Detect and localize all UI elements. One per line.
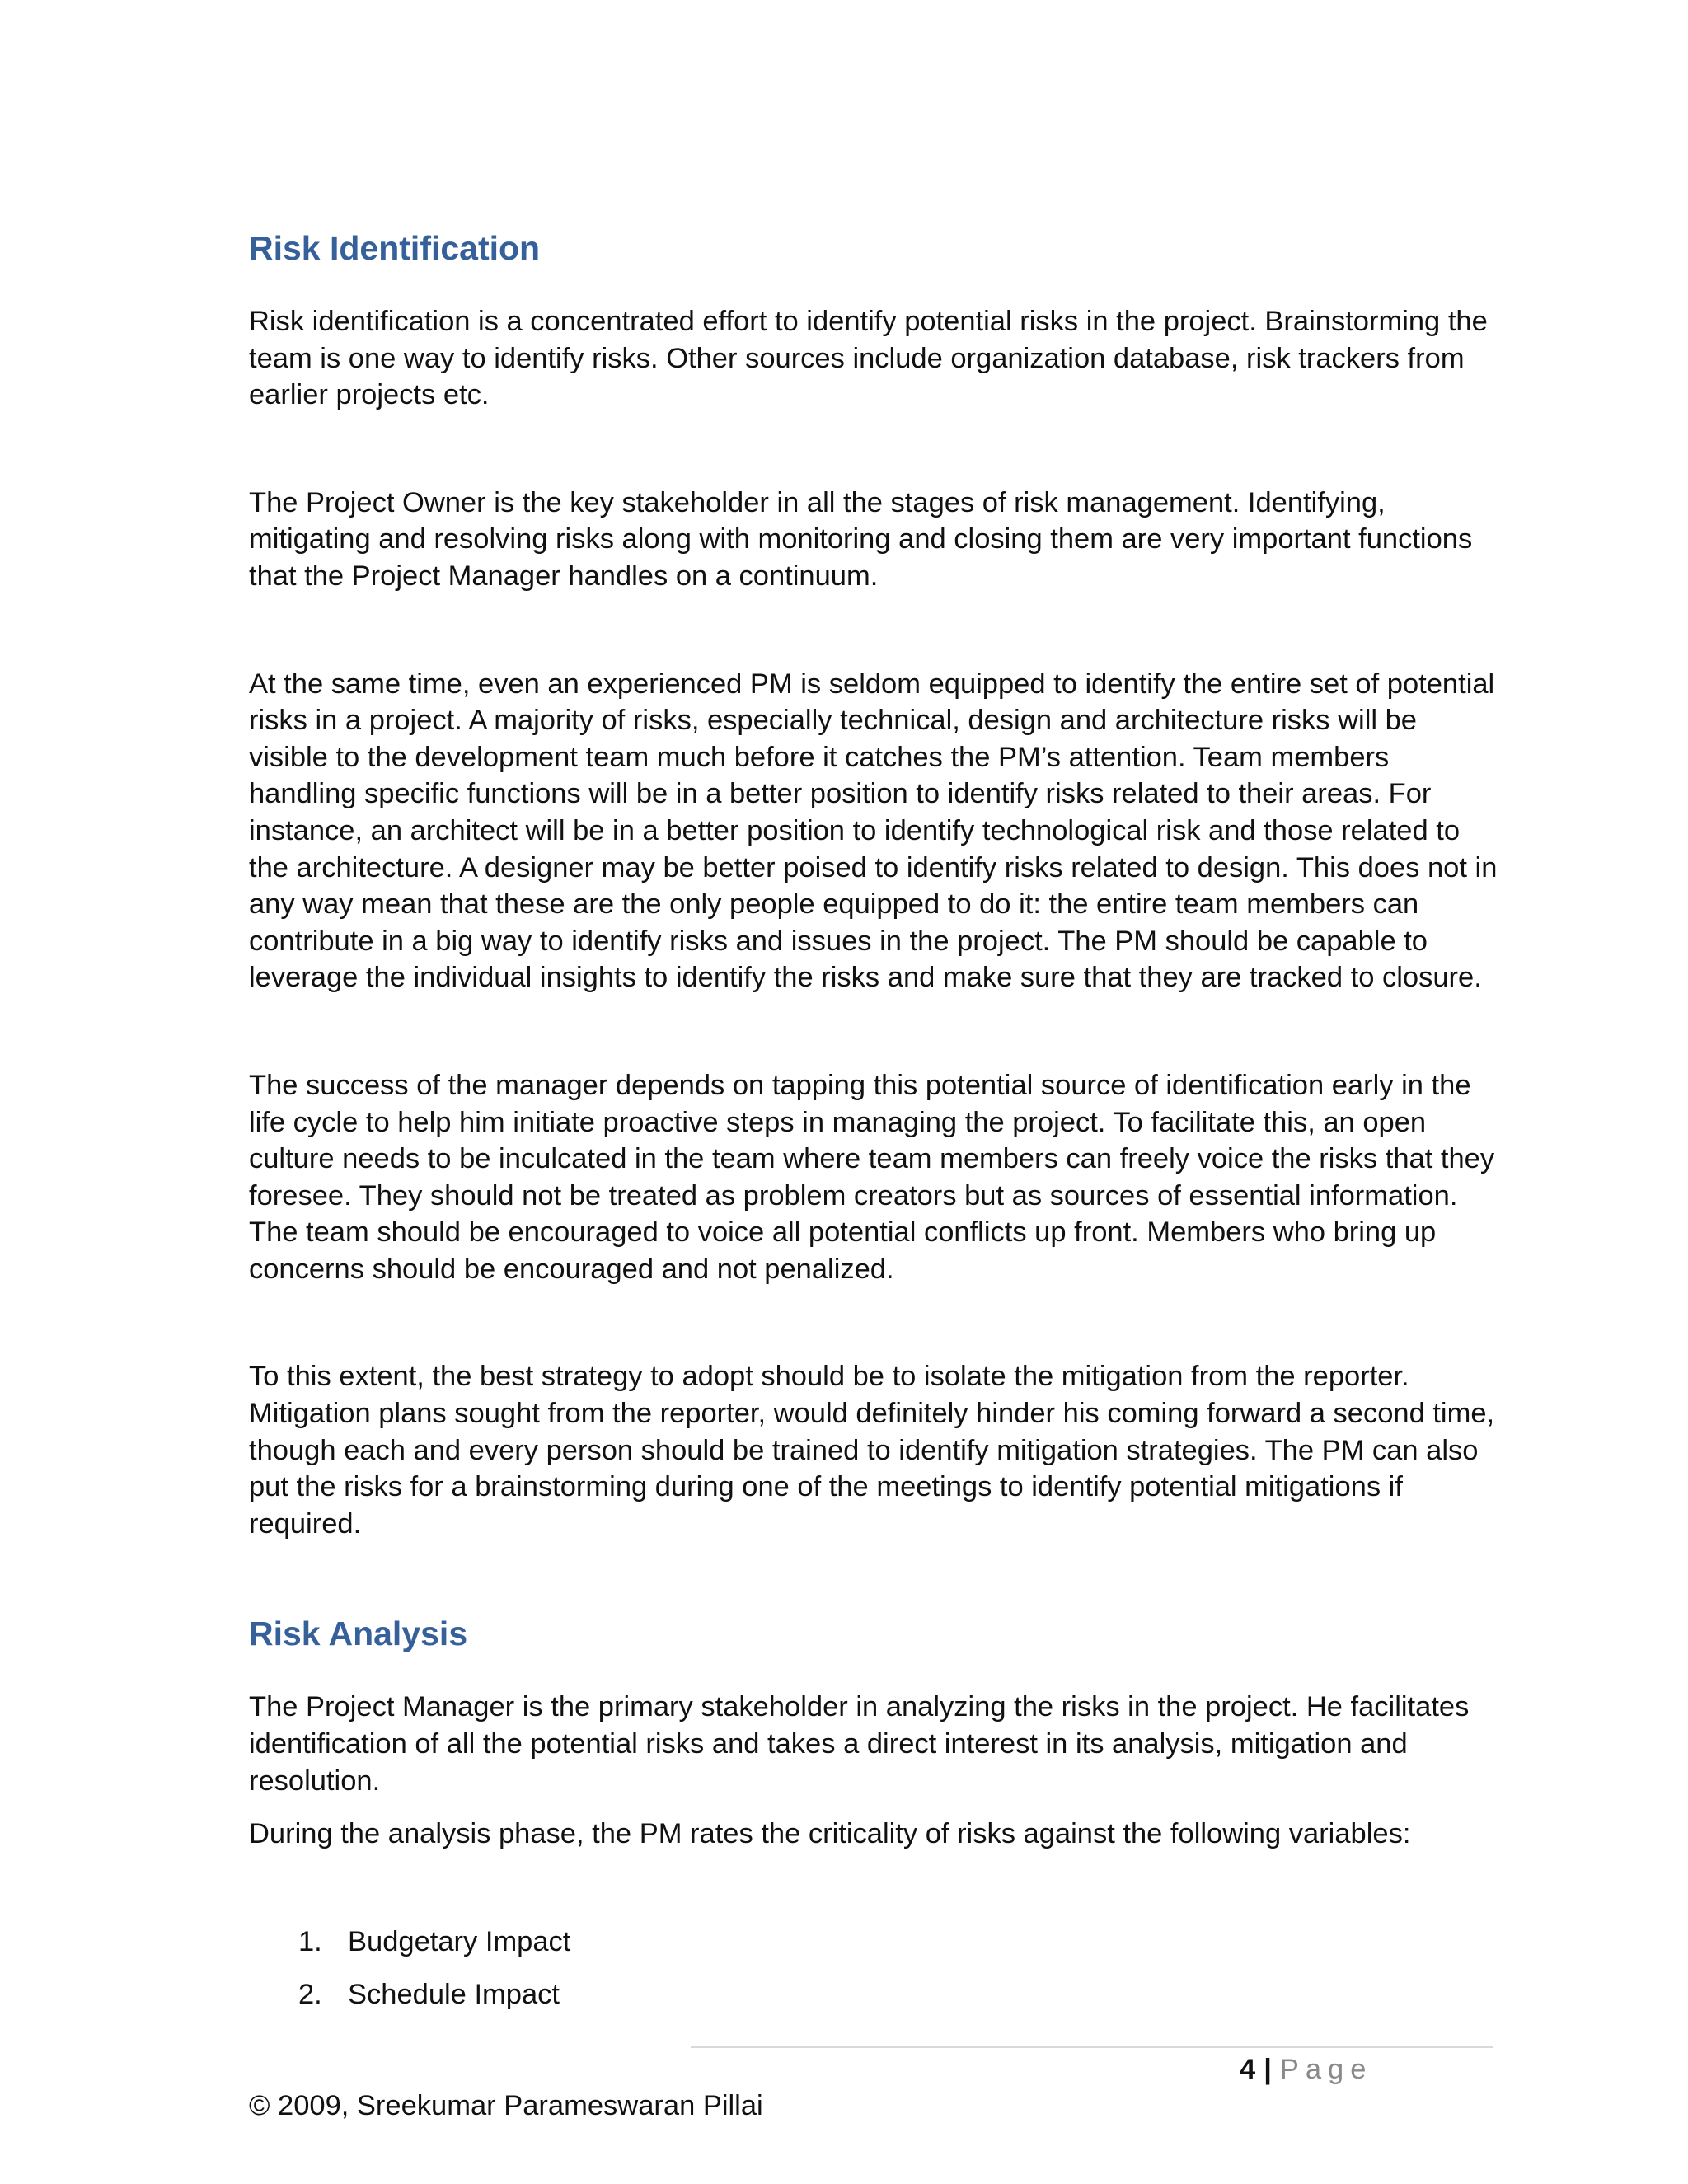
list-item xyxy=(249,1976,1502,2013)
page-number-separator: | xyxy=(1264,2054,1272,2085)
section-heading-risk-analysis: Risk Analysis xyxy=(249,1615,468,1653)
variables-list xyxy=(249,1924,1502,2013)
list-item xyxy=(249,1924,1502,1961)
list-item-number: 2. xyxy=(298,1979,322,2011)
list-item-number: 1. xyxy=(298,1925,322,1957)
paragraph: The Project Owner is the key stakeholder in all the stages of risk management. Identifying, mitigating and resolving risks along with monitoring and closing them are very important functions that the Project Manager handles on a continuum. xyxy=(249,486,1473,592)
footer-divider xyxy=(691,2046,1493,2048)
page-number xyxy=(1240,2051,1372,2088)
paragraph: The Project Manager is the primary stakeholder in analyzing the risks in the project. He facilitates identification of all the potential risks and takes a direct interest in its analysis, mitigation and resolution. xyxy=(249,1691,1470,1797)
page-number-value: 4 xyxy=(1240,2054,1256,2085)
paragraph: Risk identification is a concentrated effort to identify potential risks in the project. Brainstorming the team is one way to identify risks. Other sources include organization database, risk trackers from earlier projects etc. xyxy=(249,306,1488,411)
paragraph: The success of the manager depends on tapping this potential source of identification early in the life cycle to help him initiate proactive steps in managing the project. To facilitate this, an open culture needs to be inculcated in the team where team members can freely voice the risks that they foresee. They should not be treated as problem creators but as sources of essential information. The team should be encouraged to voice all potential conflicts up front. Members who bring up concerns should be encouraged and not penalized. xyxy=(249,1069,1495,1285)
page-label: Page xyxy=(1279,2054,1373,2085)
list-item-text: Schedule Impact xyxy=(348,1979,560,2011)
list-item-text: Budgetary Impact xyxy=(348,1925,571,1957)
page-content xyxy=(249,223,1502,2030)
copyright-notice: © 2009, Sreekumar Parameswaran Pillai xyxy=(249,2090,763,2121)
section-heading-risk-identification: Risk Identification xyxy=(249,229,541,267)
paragraph: To this extent, the best strategy to adopt should be to isolate the mitigation from the reporter. Mitigation plans sought from the reporter, would definitely hinder his coming forward a second time, though each and every person should be trained to identify mitigation strategies. The PM can also put the risks for a brainstorming during one of the meetings to identify potential mitigations if required. xyxy=(249,1361,1495,1540)
paragraph: During the analysis phase, the PM rates the criticality of risks against the following variables: xyxy=(249,1818,1411,1850)
paragraph: At the same time, even an experienced PM is seldom equipped to identify the entire set of potential risks in a project. A majority of risks, especially technical, design and architecture risks will be visible to the development team much before it catches the PM’s attention. Team members handling specific functions will be in a better position to identify risks related to their areas. For instance, an architect will be in a better position to identify technological risk and those related to the architecture. A designer may be better poised to identify risks related to design. This does not in any way mean that these are the only people equipped to do it: the entire team members can contribute in a big way to identify risks and issues in the project. The PM should be capable to leverage the individual insights to identify the risks and make sure that they are tracked to closure. xyxy=(249,668,1498,994)
